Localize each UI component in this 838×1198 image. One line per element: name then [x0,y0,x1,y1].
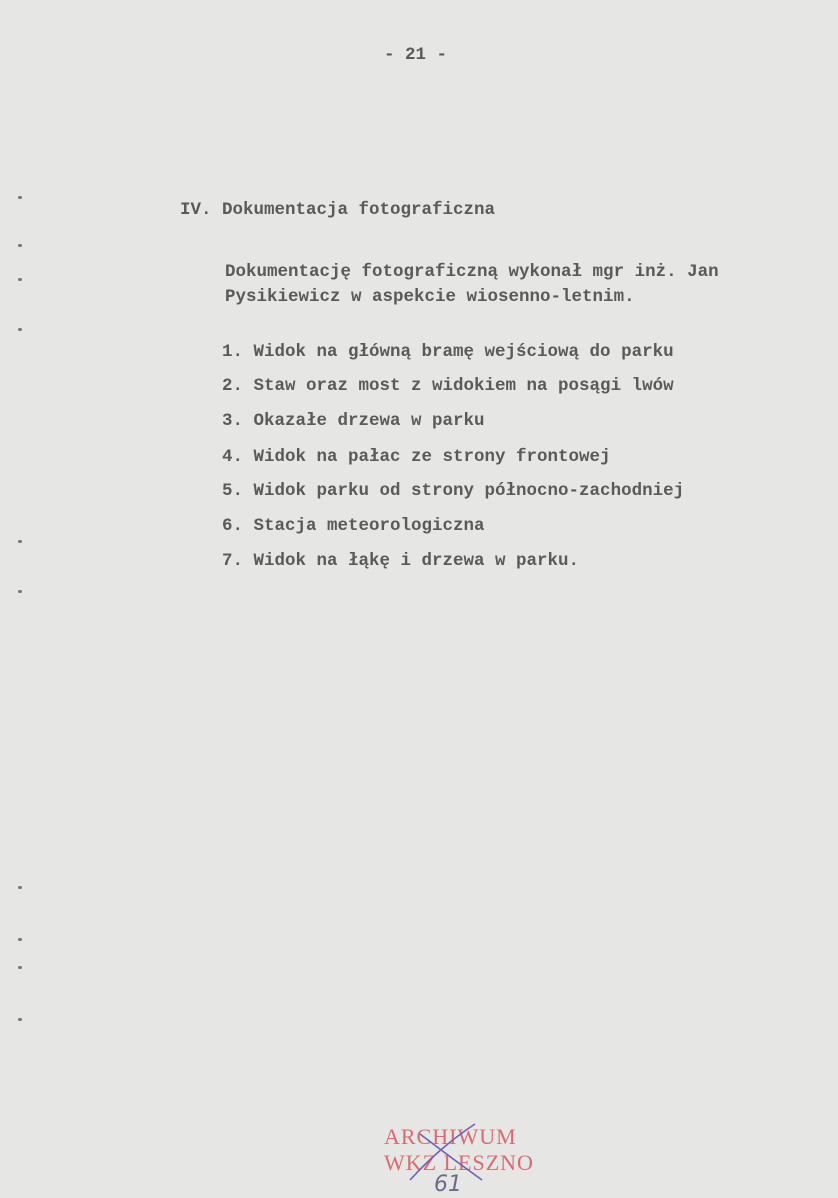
stamp-line-1: ARCHIWUM [384,1124,517,1149]
handwritten-number: 61 [434,1172,462,1197]
margin-mark [18,590,22,593]
paragraph-line: Dokumentację fotograficzną wykonał mgr inż. Jan [225,262,719,282]
margin-mark [18,278,22,281]
paragraph-line: Pysikiewicz w aspekcie wiosenno-letnim. [225,287,635,307]
list-item: 6. Stacja meteorologiczna [222,516,485,536]
margin-mark [18,966,22,969]
margin-mark [18,196,22,199]
margin-mark [18,886,22,889]
list-item: 5. Widok parku od strony północno-zachodniej [222,481,685,501]
margin-mark [18,540,22,543]
margin-mark [18,244,22,247]
margin-mark [18,1018,22,1021]
page-number: - 21 - [384,45,448,65]
list-item: 4. Widok na pałac ze strony frontowej [222,447,611,467]
list-item: 7. Widok na łąkę i drzewa w parku. [222,551,580,571]
stamp-line-2: WKZ LESZNO [384,1150,534,1175]
section-heading: IV. Dokumentacja fotograficzna [180,200,496,220]
list-item: 1. Widok na główną bramę wejściową do parku [222,342,674,362]
margin-mark [18,938,22,941]
list-item: 2. Staw oraz most z widokiem na posągi lwów [222,376,674,396]
margin-mark [18,328,22,331]
list-item: 3. Okazałe drzewa w parku [222,411,485,431]
